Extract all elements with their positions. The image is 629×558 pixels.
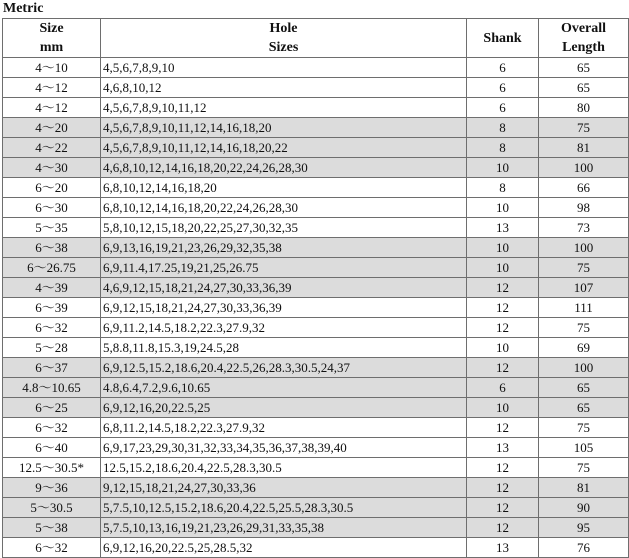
overall-length-cell: 75 (539, 318, 629, 338)
size-cell: 9～36 (3, 478, 101, 498)
size-cell: 5～30.5 (3, 498, 101, 518)
hole-sizes-cell: 6,9,17,23,29,30,31,32,33,34,35,36,37,38,39,40 (101, 438, 467, 458)
hole-sizes-cell: 12.5,15.2,18.6,20.4,22.5,28.3,30.5 (101, 458, 467, 478)
shank-cell: 10 (467, 198, 539, 218)
table-row (3, 58, 629, 78)
shank-cell: 12 (467, 498, 539, 518)
table-row (3, 178, 629, 198)
hole-sizes-cell: 4,6,9,12,15,18,21,24,27,30,33,36,39 (101, 278, 467, 298)
table-row (3, 478, 629, 498)
overall-length-cell: 75 (539, 458, 629, 478)
table-row (3, 358, 629, 378)
table-row (3, 378, 629, 398)
shank-cell: 12 (467, 318, 539, 338)
hole-sizes-cell: 6,9,11.4,17.25,19,21,25,26.75 (101, 258, 467, 278)
metric-table (2, 18, 629, 558)
hole-sizes-cell: 4,5,6,7,8,9,10 (101, 58, 467, 78)
header-holes-line1: Hole (269, 21, 298, 36)
shank-cell: 12 (467, 478, 539, 498)
table-title: Metric (3, 1, 44, 16)
overall-length-cell: 111 (539, 298, 629, 318)
hole-sizes-cell: 5,7.5,10,12.5,15.2,18.6,20.4,22.5,25.5,28.3,30.5 (101, 498, 467, 518)
size-cell: 6～25 (3, 398, 101, 418)
table-row (3, 498, 629, 518)
header-hole-sizes (101, 19, 467, 58)
overall-length-cell: 100 (539, 238, 629, 258)
shank-cell: 10 (467, 338, 539, 358)
size-cell: 4～22 (3, 138, 101, 158)
size-cell: 5～28 (3, 338, 101, 358)
size-cell: 4～30 (3, 158, 101, 178)
size-cell: 4.8～10.65 (3, 378, 101, 398)
table-body (3, 58, 629, 558)
shank-cell: 13 (467, 438, 539, 458)
size-cell: 4～12 (3, 98, 101, 118)
shank-cell: 13 (467, 538, 539, 558)
overall-length-cell: 75 (539, 258, 629, 278)
header-size-line2: mm (39, 40, 64, 55)
hole-sizes-cell: 6,9,12,16,20,22.5,25,28.5,32 (101, 538, 467, 558)
shank-cell: 10 (467, 258, 539, 278)
hole-sizes-cell: 6,8,10,12,14,16,18,20 (101, 178, 467, 198)
shank-cell: 10 (467, 238, 539, 258)
shank-cell: 12 (467, 278, 539, 298)
overall-length-cell: 81 (539, 138, 629, 158)
size-cell: 6～26.75 (3, 258, 101, 278)
hole-sizes-cell: 6,9,11.2,14.5,18.2,22.3,27.9,32 (101, 318, 467, 338)
hole-sizes-cell: 5,8,10,12,15,18,20,22,25,27,30,32,35 (101, 218, 467, 238)
hole-sizes-cell: 5,7.5,10,13,16,19,21,23,26,29,31,33,35,38 (101, 518, 467, 538)
table-row (3, 238, 629, 258)
table-row (3, 118, 629, 138)
shank-cell: 6 (467, 378, 539, 398)
header-row (3, 19, 629, 58)
hole-sizes-cell: 6,9,12,15,18,21,24,27,30,33,36,39 (101, 298, 467, 318)
size-cell: 6～37 (3, 358, 101, 378)
header-length-line2: Length (562, 40, 605, 55)
overall-length-cell: 80 (539, 98, 629, 118)
table-row (3, 298, 629, 318)
shank-cell: 6 (467, 78, 539, 98)
table-row (3, 318, 629, 338)
header-overall-length (539, 19, 629, 58)
table-row (3, 438, 629, 458)
size-cell: 6～32 (3, 318, 101, 338)
shank-cell: 6 (467, 58, 539, 78)
overall-length-cell: 98 (539, 198, 629, 218)
overall-length-cell: 75 (539, 418, 629, 438)
shank-cell: 12 (467, 298, 539, 318)
size-cell: 5～35 (3, 218, 101, 238)
hole-sizes-cell: 6,9,13,16,19,21,23,26,29,32,35,38 (101, 238, 467, 258)
size-cell: 6～20 (3, 178, 101, 198)
hole-sizes-cell: 4,5,6,7,8,9,10,11,12,14,16,18,20,22 (101, 138, 467, 158)
table-row (3, 198, 629, 218)
table-row (3, 218, 629, 238)
size-cell: 6～30 (3, 198, 101, 218)
size-cell: 4～10 (3, 58, 101, 78)
shank-cell: 13 (467, 218, 539, 238)
header-length-line1: Overall (560, 21, 607, 36)
shank-cell: 12 (467, 458, 539, 478)
hole-sizes-cell: 9,12,15,18,21,24,27,30,33,36 (101, 478, 467, 498)
table-row (3, 398, 629, 418)
shank-cell: 8 (467, 178, 539, 198)
table-row (3, 458, 629, 478)
shank-cell: 12 (467, 418, 539, 438)
header-size-line1: Size (39, 21, 64, 36)
header-shank: Shank (467, 19, 539, 58)
hole-sizes-cell: 4,5,6,7,8,9,10,11,12,14,16,18,20 (101, 118, 467, 138)
overall-length-cell: 107 (539, 278, 629, 298)
hole-sizes-cell: 4.8,6.4,7.2,9.6,10.65 (101, 378, 467, 398)
hole-sizes-cell: 4,6,8,10,12,14,16,18,20,22,24,26,28,30 (101, 158, 467, 178)
size-cell: 4～20 (3, 118, 101, 138)
table-row (3, 538, 629, 558)
size-cell: 4～12 (3, 78, 101, 98)
hole-sizes-cell: 6,8,11.2,14.5,18.2,22.3,27.9,32 (101, 418, 467, 438)
shank-cell: 8 (467, 118, 539, 138)
size-cell: 6～32 (3, 418, 101, 438)
overall-length-cell: 95 (539, 518, 629, 538)
hole-sizes-cell: 4,5,6,7,8,9,10,11,12 (101, 98, 467, 118)
overall-length-cell: 66 (539, 178, 629, 198)
table-row (3, 338, 629, 358)
table-row (3, 258, 629, 278)
size-cell: 6～32 (3, 538, 101, 558)
shank-cell: 12 (467, 518, 539, 538)
table-row (3, 418, 629, 438)
header-size (3, 19, 101, 58)
shank-cell: 10 (467, 158, 539, 178)
overall-length-cell: 75 (539, 118, 629, 138)
overall-length-cell: 76 (539, 538, 629, 558)
overall-length-cell: 73 (539, 218, 629, 238)
hole-sizes-cell: 6,8,10,12,14,16,18,20,22,24,26,28,30 (101, 198, 467, 218)
hole-sizes-cell: 5,8.8,11.8,15.3,19,24.5,28 (101, 338, 467, 358)
shank-cell: 12 (467, 358, 539, 378)
size-cell: 6～38 (3, 238, 101, 258)
overall-length-cell: 105 (539, 438, 629, 458)
overall-length-cell: 81 (539, 478, 629, 498)
table-row (3, 158, 629, 178)
size-cell: 12.5～30.5* (3, 458, 101, 478)
size-cell: 6～39 (3, 298, 101, 318)
table-row (3, 138, 629, 158)
table-row (3, 278, 629, 298)
header-holes-line2: Sizes (268, 40, 299, 55)
table-row (3, 98, 629, 118)
hole-sizes-cell: 6,9,12,16,20,22.5,25 (101, 398, 467, 418)
overall-length-cell: 90 (539, 498, 629, 518)
hole-sizes-cell: 4,6,8,10,12 (101, 78, 467, 98)
table-row (3, 78, 629, 98)
table-row (3, 518, 629, 538)
overall-length-cell: 65 (539, 58, 629, 78)
overall-length-cell: 69 (539, 338, 629, 358)
size-cell: 6～40 (3, 438, 101, 458)
size-cell: 4～39 (3, 278, 101, 298)
shank-cell: 10 (467, 398, 539, 418)
size-cell: 5～38 (3, 518, 101, 538)
hole-sizes-cell: 6,9,12.5,15.2,18.6,20.4,22.5,26,28.3,30.5,24,37 (101, 358, 467, 378)
overall-length-cell: 100 (539, 358, 629, 378)
shank-cell: 6 (467, 98, 539, 118)
shank-cell: 8 (467, 138, 539, 158)
overall-length-cell: 65 (539, 378, 629, 398)
overall-length-cell: 100 (539, 158, 629, 178)
overall-length-cell: 65 (539, 398, 629, 418)
overall-length-cell: 65 (539, 78, 629, 98)
